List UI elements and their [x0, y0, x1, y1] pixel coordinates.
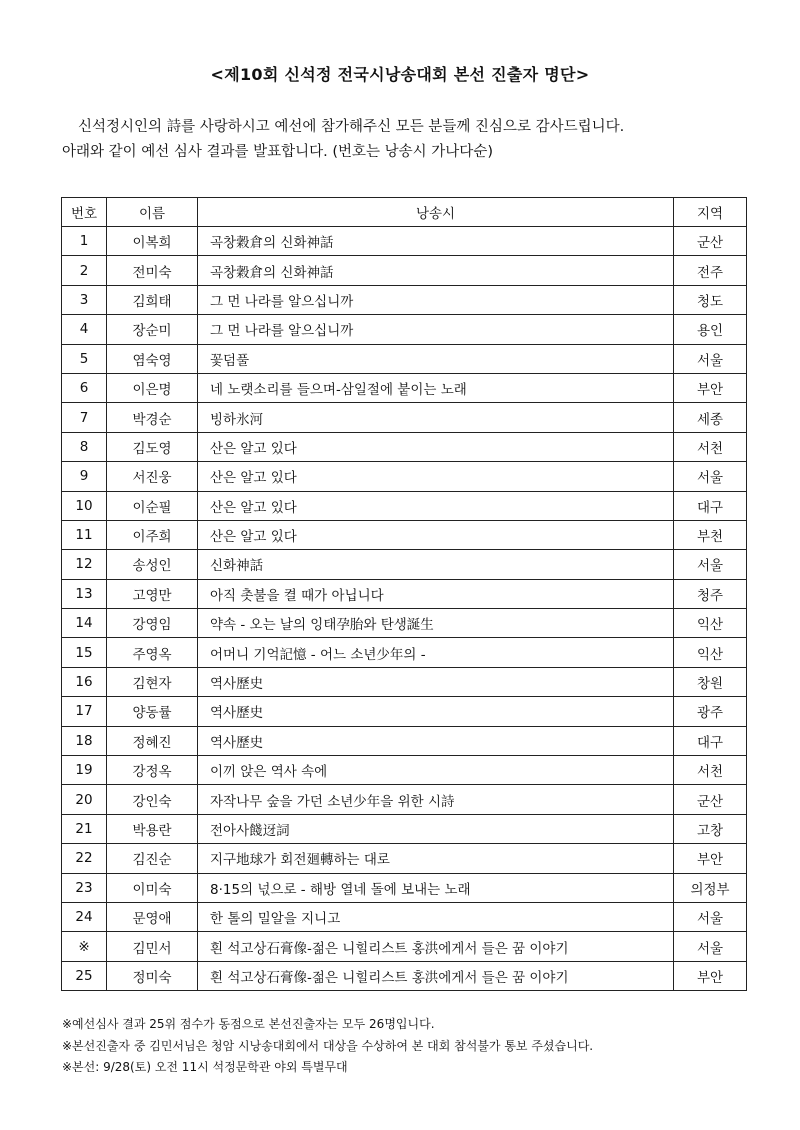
table-row [62, 609, 747, 638]
table-row [62, 491, 747, 520]
cell-region: 전주 [674, 256, 747, 285]
cell-region: 서울 [674, 932, 747, 961]
cell-number: 5 [62, 344, 107, 373]
cell-region: 고창 [674, 814, 747, 843]
cell-number: 4 [62, 315, 107, 344]
cell-region: 창원 [674, 667, 747, 696]
table-row [62, 667, 747, 696]
cell-poem: 역사歷史 [198, 697, 674, 726]
cell-poem: 곡창穀倉의 신화神話 [198, 256, 674, 285]
cell-region: 부안 [674, 844, 747, 873]
cell-number: 17 [62, 697, 107, 726]
cell-region: 서울 [674, 550, 747, 579]
cell-number: 14 [62, 609, 107, 638]
cell-number: 8 [62, 432, 107, 461]
cell-name: 김희태 [107, 285, 198, 314]
table-row [62, 785, 747, 814]
cell-name: 김민서 [107, 932, 198, 961]
cell-name: 이순필 [107, 491, 198, 520]
cell-poem: 그 먼 나라를 알으십니까 [198, 315, 674, 344]
cell-region: 서천 [674, 756, 747, 785]
cell-number: 21 [62, 814, 107, 843]
cell-poem: 네 노랫소리를 들으며-삼일절에 붙이는 노래 [198, 373, 674, 402]
cell-region: 대구 [674, 491, 747, 520]
cell-region: 부안 [674, 961, 747, 990]
table-body [62, 227, 747, 991]
cell-name: 전미숙 [107, 256, 198, 285]
cell-name: 김진순 [107, 844, 198, 873]
cell-number: 11 [62, 520, 107, 549]
cell-region: 청도 [674, 285, 747, 314]
cell-region: 부천 [674, 520, 747, 549]
cell-region: 서울 [674, 462, 747, 491]
cell-name: 김도영 [107, 432, 198, 461]
table-row [62, 697, 747, 726]
cell-region: 서울 [674, 902, 747, 931]
cell-region: 익산 [674, 609, 747, 638]
cell-region: 광주 [674, 697, 747, 726]
cell-name: 주영옥 [107, 638, 198, 667]
cell-poem: 흰 석고상石膏像-젊은 니힐리스트 홍洪에게서 들은 꿈 이야기 [198, 932, 674, 961]
cell-name: 염숙영 [107, 344, 198, 373]
cell-name: 장순미 [107, 315, 198, 344]
cell-number: 16 [62, 667, 107, 696]
header-poem: 낭송시 [198, 198, 674, 227]
table-row [62, 844, 747, 873]
cell-poem: 산은 알고 있다 [198, 491, 674, 520]
cell-poem: 역사歷史 [198, 667, 674, 696]
cell-name: 송성인 [107, 550, 198, 579]
note-line: ※본선진출자 중 김민서님은 청암 시낭송대회에서 대상을 수상하여 본 대회 참석불가 통보 주셨습니다. [62, 1038, 594, 1053]
cell-region: 군산 [674, 227, 747, 256]
table-row [62, 462, 747, 491]
table-row [62, 227, 747, 256]
cell-region: 세종 [674, 403, 747, 432]
cell-number: 15 [62, 638, 107, 667]
table-row [62, 902, 747, 931]
cell-poem: 흰 석고상石膏像-젊은 니힐리스트 홍洪에게서 들은 꿈 이야기 [198, 961, 674, 990]
table-row [62, 932, 747, 961]
cell-poem: 8·15의 넋으로 - 해방 열네 돌에 보내는 노래 [198, 873, 674, 902]
table-row [62, 961, 747, 990]
cell-name: 이복희 [107, 227, 198, 256]
cell-poem: 그 먼 나라를 알으십니까 [198, 285, 674, 314]
table-row [62, 373, 747, 402]
cell-poem: 약속 - 오는 날의 잉태孕胎와 탄생誕生 [198, 609, 674, 638]
cell-name: 정미숙 [107, 961, 198, 990]
cell-poem: 산은 알고 있다 [198, 432, 674, 461]
table-row [62, 285, 747, 314]
header-region: 지역 [674, 198, 747, 227]
table-row [62, 726, 747, 755]
cell-number: 7 [62, 403, 107, 432]
cell-name: 박경순 [107, 403, 198, 432]
cell-name: 이주희 [107, 520, 198, 549]
intro-line-1: 신석정시인의 詩를 사랑하시고 예선에 참가해주신 모든 분들께 진심으로 감사드립니다. [78, 119, 625, 135]
table-row [62, 520, 747, 549]
cell-number: 1 [62, 227, 107, 256]
cell-name: 강영임 [107, 609, 198, 638]
table-row [62, 344, 747, 373]
table-row [62, 403, 747, 432]
cell-region: 용인 [674, 315, 747, 344]
table-row [62, 432, 747, 461]
cell-number: 23 [62, 873, 107, 902]
cell-region: 군산 [674, 785, 747, 814]
cell-poem: 신화神話 [198, 550, 674, 579]
cell-name: 박용란 [107, 814, 198, 843]
cell-name: 서진웅 [107, 462, 198, 491]
note-line: ※예선심사 결과 25위 점수가 동점으로 본선진출자는 모두 26명입니다. [62, 1017, 435, 1031]
cell-region: 익산 [674, 638, 747, 667]
cell-number: 2 [62, 256, 107, 285]
cell-name: 고영만 [107, 579, 198, 608]
cell-number: 19 [62, 756, 107, 785]
cell-poem: 꽃덤풀 [198, 344, 674, 373]
cell-number: 22 [62, 844, 107, 873]
table-header-row [62, 198, 747, 227]
cell-poem: 아직 촛불을 켤 때가 아닙니다 [198, 579, 674, 608]
table-row [62, 873, 747, 902]
cell-poem: 산은 알고 있다 [198, 462, 674, 491]
cell-poem: 이끼 앉은 역사 속에 [198, 756, 674, 785]
cell-number: ※ [62, 932, 107, 961]
finalist-table [61, 197, 747, 991]
table-row [62, 638, 747, 667]
cell-region: 청주 [674, 579, 747, 608]
cell-name: 문영애 [107, 902, 198, 931]
cell-region: 서울 [674, 344, 747, 373]
cell-number: 9 [62, 462, 107, 491]
table-row [62, 756, 747, 785]
cell-name: 이미숙 [107, 873, 198, 902]
cell-region: 의정부 [674, 873, 747, 902]
cell-poem: 한 톨의 밀알을 지니고 [198, 902, 674, 931]
cell-number: 13 [62, 579, 107, 608]
cell-name: 양동률 [107, 697, 198, 726]
table-row [62, 814, 747, 843]
cell-number: 12 [62, 550, 107, 579]
cell-number: 10 [62, 491, 107, 520]
cell-poem: 지구地球가 회전廻轉하는 대로 [198, 844, 674, 873]
cell-poem: 전아사餞迓詞 [198, 814, 674, 843]
cell-number: 3 [62, 285, 107, 314]
cell-poem: 어머니 기억記憶 - 어느 소년少年의 - [198, 638, 674, 667]
header-number: 번호 [62, 198, 107, 227]
header-name: 이름 [107, 198, 198, 227]
cell-name: 강정옥 [107, 756, 198, 785]
cell-poem: 역사歷史 [198, 726, 674, 755]
cell-name: 김현자 [107, 667, 198, 696]
cell-region: 서천 [674, 432, 747, 461]
cell-number: 6 [62, 373, 107, 402]
cell-region: 대구 [674, 726, 747, 755]
cell-name: 정혜진 [107, 726, 198, 755]
table-row [62, 550, 747, 579]
table-row [62, 315, 747, 344]
page-title: <제10회 신석정 전국시낭송대회 본선 진출자 명단> [210, 65, 590, 84]
cell-region: 부안 [674, 373, 747, 402]
cell-name: 강인숙 [107, 785, 198, 814]
table-row [62, 256, 747, 285]
cell-poem: 자작나무 숲을 가던 소년少年을 위한 시詩 [198, 785, 674, 814]
cell-poem: 곡창穀倉의 신화神話 [198, 227, 674, 256]
cell-name: 이은명 [107, 373, 198, 402]
note-line: ※본선: 9/28(토) 오전 11시 석정문학관 야외 특별무대 [62, 1060, 348, 1074]
notes [62, 1014, 762, 1079]
cell-poem: 산은 알고 있다 [198, 520, 674, 549]
cell-number: 25 [62, 961, 107, 990]
intro-line-2: 아래와 같이 예선 심사 결과를 발표합니다. (번호는 낭송시 가나다순) [62, 144, 493, 160]
cell-poem: 빙하氷河 [198, 403, 674, 432]
cell-number: 20 [62, 785, 107, 814]
cell-number: 24 [62, 902, 107, 931]
table-row [62, 579, 747, 608]
cell-number: 18 [62, 726, 107, 755]
